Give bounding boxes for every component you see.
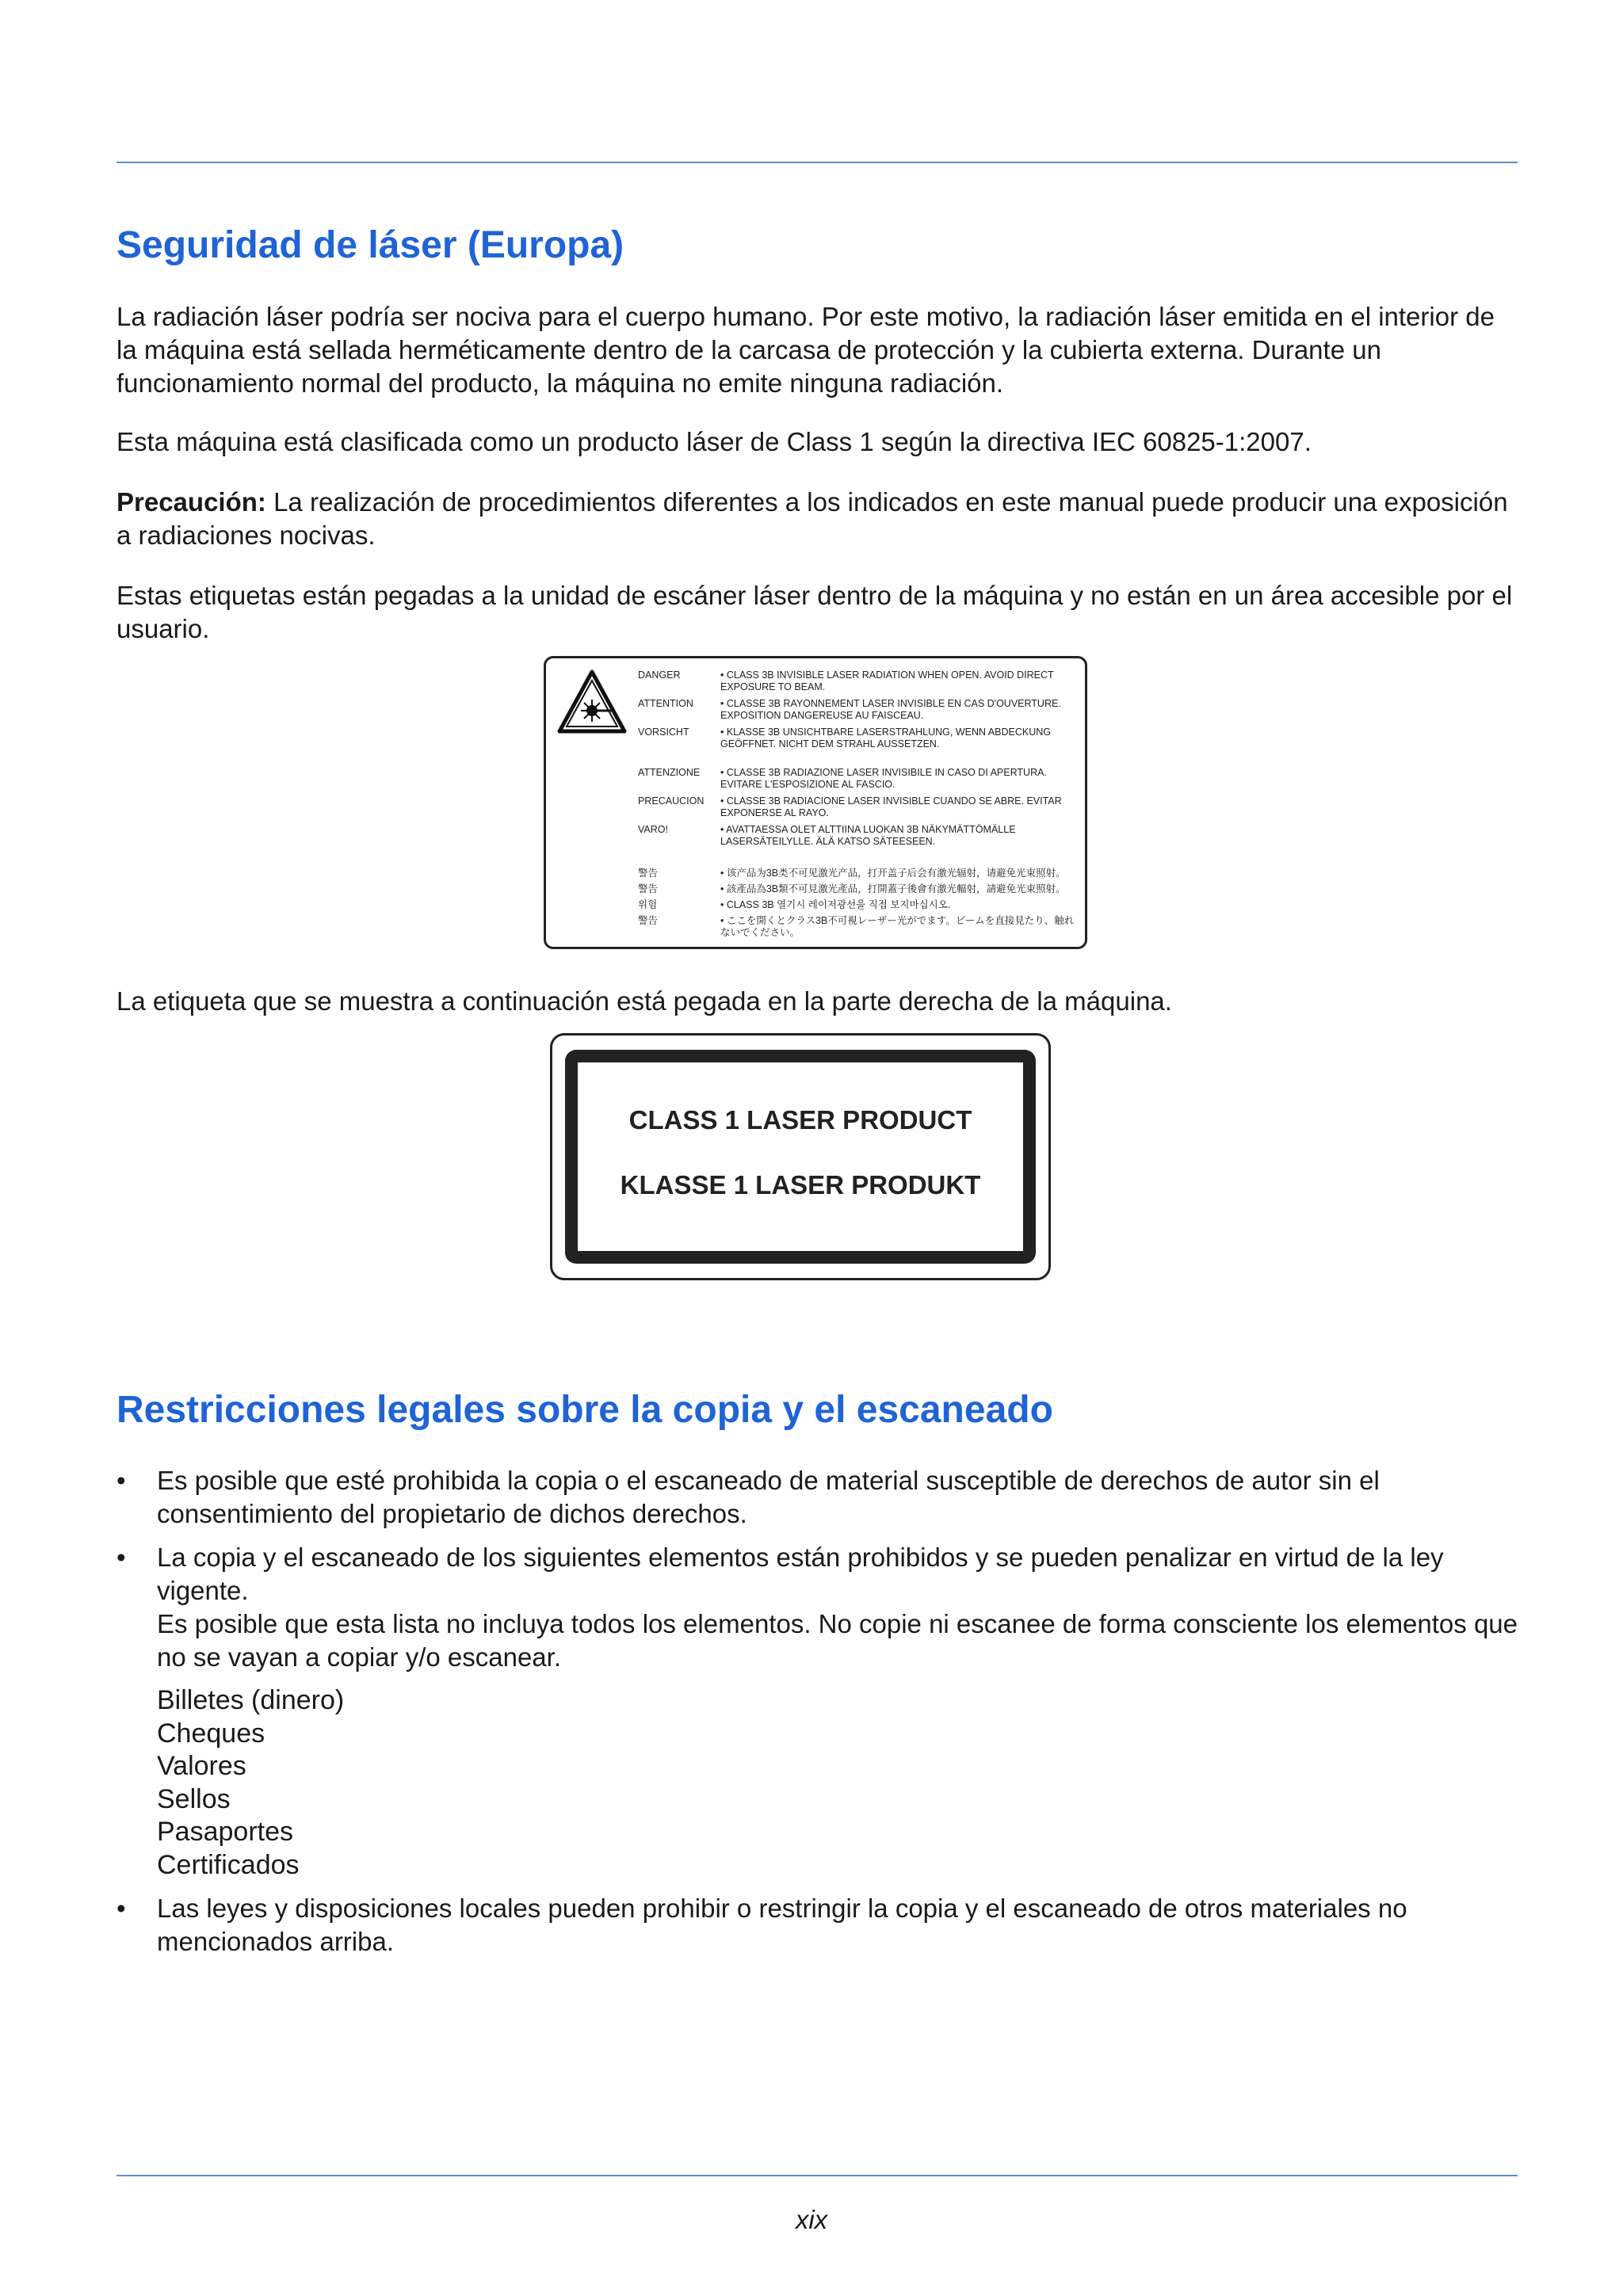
paragraph-labels-location: Estas etiquetas están pegadas a la unidad de escáner láser dentro de la máquina y no están en un área accesible por el usuario. bbox=[116, 581, 1513, 643]
prohibited-items-list bbox=[157, 1684, 344, 1882]
bullet-local-laws: Las leyes y disposiciones locales pueden prohibir o restringir la copia y el escaneado de otros materiales no mencionados arriba. bbox=[157, 1894, 1407, 1956]
section-title-legal-restrictions: Restricciones legales sobre la copia y el escaneado bbox=[116, 1389, 1053, 1431]
class-1-english: CLASS 1 LASER PRODUCT bbox=[628, 1105, 972, 1135]
list-item: Valores bbox=[157, 1751, 246, 1781]
paragraph-class-1: Esta máquina está clasificada como un producto láser de Class 1 según la directiva IEC 60825-1:2007. bbox=[116, 427, 1312, 456]
paragraph-right-side-label: La etiqueta que se muestra a continuación está pegada en la parte derecha de la máquina. bbox=[116, 986, 1172, 1016]
paragraph-caution bbox=[116, 486, 1519, 552]
list-item: Sellos bbox=[157, 1783, 231, 1814]
footer-rule bbox=[116, 2175, 1518, 2176]
caution-text: La realización de procedimientos diferentes a los indicados en este manual puede producir una exposición a radiaciones nocivas. bbox=[116, 487, 1508, 550]
section-title-laser-safety: Seguridad de láser (Europa) bbox=[116, 224, 624, 266]
class-1-label-frame bbox=[565, 1050, 1036, 1264]
list-item: Pasaportes bbox=[157, 1817, 293, 1847]
caution-label: Precaución: bbox=[116, 487, 266, 517]
laser-hazard-icon bbox=[557, 669, 627, 734]
page-number: xix bbox=[795, 2205, 828, 2234]
laser-warning-label: DANGER • CLASS 3B INVISIBLE LASER RADIATION WHEN OPEN. AVOID DIRECT EXPOSURE TO BEAM. ATTENTION • CLASSE 3B RAYONNEMENT LASER INVISIBLE EN CAS D'OUVERTURE. EXPOSITION DANGEREUSE AU FAISCEAU. VORSICHT • KLASSE 3B UNSICHTBARE LASERSTRAHLUNG, WENN ABDECKUNG GEÖFFNET. NICHT DEM STRAHL AUSSETZEN. ATTENZIONE • CLASSE 3B RADIAZIONE LASER INVISIBILE IN CASO DI APERTURA. EVITARE L'ESPOSIZIONE AL FASCIO. PRECAUCION • CLASSE 3B RADIACIONE LASER INVISIBLE CUANDO SE ABRE. EVITAR EXPONERSE AL RAYO. VARO! • AVATTAESSA OLET ALTTIINA LUOKAN 3B NÄKYMÄTTÖMÄLLE LASERSÄTEILYLLE. ÄLÄ KATSO SÄTEESEEN. 警告 • 该产品为3B类不可见激光产品，打开盖子后会有激光辐射，请避免光束照射。 警告 • 該產品為3B類不可見激光產品，打開蓋子後會有激光輻射，請避免光束照射。 위험 • CLASS 3B 열기시 레이저광선을 직접 보지마십시오. 警告 • ここを開くとクラス3B不可視レーザー光がでます。ビームを直接見たり、触れないでください。 bbox=[544, 656, 1087, 949]
bullet-prohibited-items: La copia y el escaneado de los siguientes elementos están prohibidos y se pueden penalizar en virtud de la ley vigente. bbox=[157, 1543, 1444, 1605]
bullet-marker: • bbox=[116, 1543, 126, 1572]
class-1-label bbox=[550, 1033, 1051, 1280]
list-item: Billetes (dinero) bbox=[157, 1685, 345, 1715]
bullet-marker: • bbox=[116, 1466, 126, 1495]
bullet-list-incomplete-note: Es posible que esta lista no incluya todos los elementos. No copie ni escanee de forma consciente los elementos que no se vayan a copiar y/o escanear. bbox=[157, 1609, 1518, 1672]
paragraph-laser-radiation: La radiación láser podría ser nociva para el cuerpo humano. Por este motivo, la radiación láser emitida en el interior de la máquina está sellada herméticamente dentro de la carcasa de protección y la cubierta externa. Durante un funcionamiento normal del producto, la máquina no emite ninguna radiación. bbox=[116, 302, 1495, 398]
list-item: Certificados bbox=[157, 1849, 300, 1880]
header-rule bbox=[116, 162, 1518, 163]
class-1-german: KLASSE 1 LASER PRODUKT bbox=[620, 1170, 981, 1199]
bullet-marker: • bbox=[116, 1894, 126, 1923]
list-item: Cheques bbox=[157, 1718, 265, 1749]
bullet-copyright: Es posible que esté prohibida la copia o el escaneado de material susceptible de derechos de autor sin el consentimiento del propietario de dichos derechos. bbox=[157, 1466, 1380, 1528]
